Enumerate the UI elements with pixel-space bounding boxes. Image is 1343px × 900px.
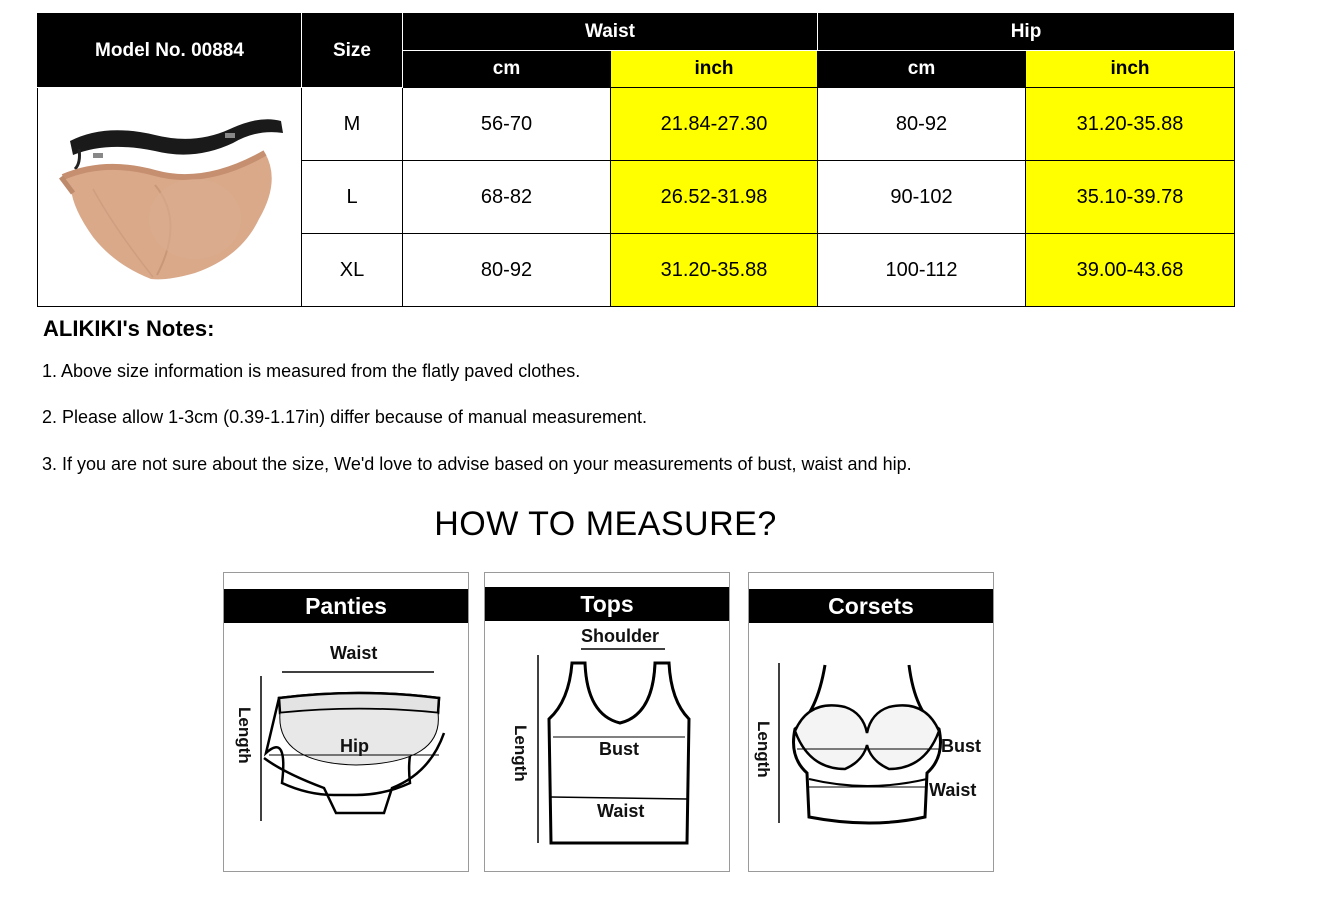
note-item: 3. If you are not sure about the size, We'd love to advise based on your measurements of bust, waist and hip. — [42, 454, 912, 474]
waist-inch-cell: 31.20-35.88 — [611, 234, 818, 307]
corsets-diagram — [749, 573, 993, 871]
shoulder-label: Shoulder — [581, 626, 660, 646]
table-row — [38, 88, 1235, 161]
hip-cm-header: cm — [818, 51, 1026, 88]
length-label: Length — [235, 707, 254, 764]
padded-panties-image — [45, 89, 295, 299]
hip-cm-cell: 100-112 — [818, 234, 1026, 307]
model-number-header: Model No. 00884 — [38, 14, 302, 88]
waist-label: Waist — [929, 780, 977, 800]
tops-measure-card — [484, 572, 730, 872]
hip-inch-header: inch — [1026, 51, 1235, 88]
waist-header: Waist — [403, 14, 818, 51]
hip-label: Hip — [340, 736, 369, 756]
notes-title: ALIKIKI's Notes: — [43, 316, 215, 341]
waist-label: Waist — [597, 801, 645, 821]
waist-inch-cell: 26.52-31.98 — [611, 161, 818, 234]
waist-cm-cell: 56-70 — [403, 88, 611, 161]
product-photo — [38, 88, 302, 307]
how-to-measure-title: HOW TO MEASURE? — [434, 505, 777, 543]
hip-inch-cell: 35.10-39.78 — [1026, 161, 1235, 234]
size-chart-table — [37, 13, 1235, 307]
hip-header: Hip — [818, 14, 1235, 51]
card-title: Panties — [224, 589, 468, 623]
note-item: 2. Please allow 1-3cm (0.39-1.17in) differ because of manual measurement. — [42, 407, 647, 427]
size-cell: XL — [302, 234, 403, 307]
bust-label: Bust — [599, 739, 639, 759]
tops-diagram — [485, 573, 729, 871]
corsets-measure-card — [748, 572, 994, 872]
length-label: Length — [754, 721, 773, 778]
hip-inch-cell: 39.00-43.68 — [1026, 234, 1235, 307]
panties-measure-card — [223, 572, 469, 872]
waist-label: Waist — [330, 643, 378, 663]
card-title: Tops — [485, 587, 729, 621]
size-cell: M — [302, 88, 403, 161]
hip-inch-cell: 31.20-35.88 — [1026, 88, 1235, 161]
waist-cm-header: cm — [403, 51, 611, 88]
hip-cm-cell: 90-102 — [818, 161, 1026, 234]
card-title: Corsets — [749, 589, 993, 623]
panties-diagram — [224, 573, 468, 871]
waist-inch-cell: 21.84-27.30 — [611, 88, 818, 161]
hip-cm-cell: 80-92 — [818, 88, 1026, 161]
size-cell: L — [302, 161, 403, 234]
waist-inch-header: inch — [611, 51, 818, 88]
bust-label: Bust — [941, 736, 981, 756]
waist-cm-cell: 68-82 — [403, 161, 611, 234]
length-label: Length — [511, 725, 530, 782]
waist-cm-cell: 80-92 — [403, 234, 611, 307]
size-header: Size — [302, 14, 403, 88]
note-item: 1. Above size information is measured from the flatly paved clothes. — [42, 361, 581, 381]
